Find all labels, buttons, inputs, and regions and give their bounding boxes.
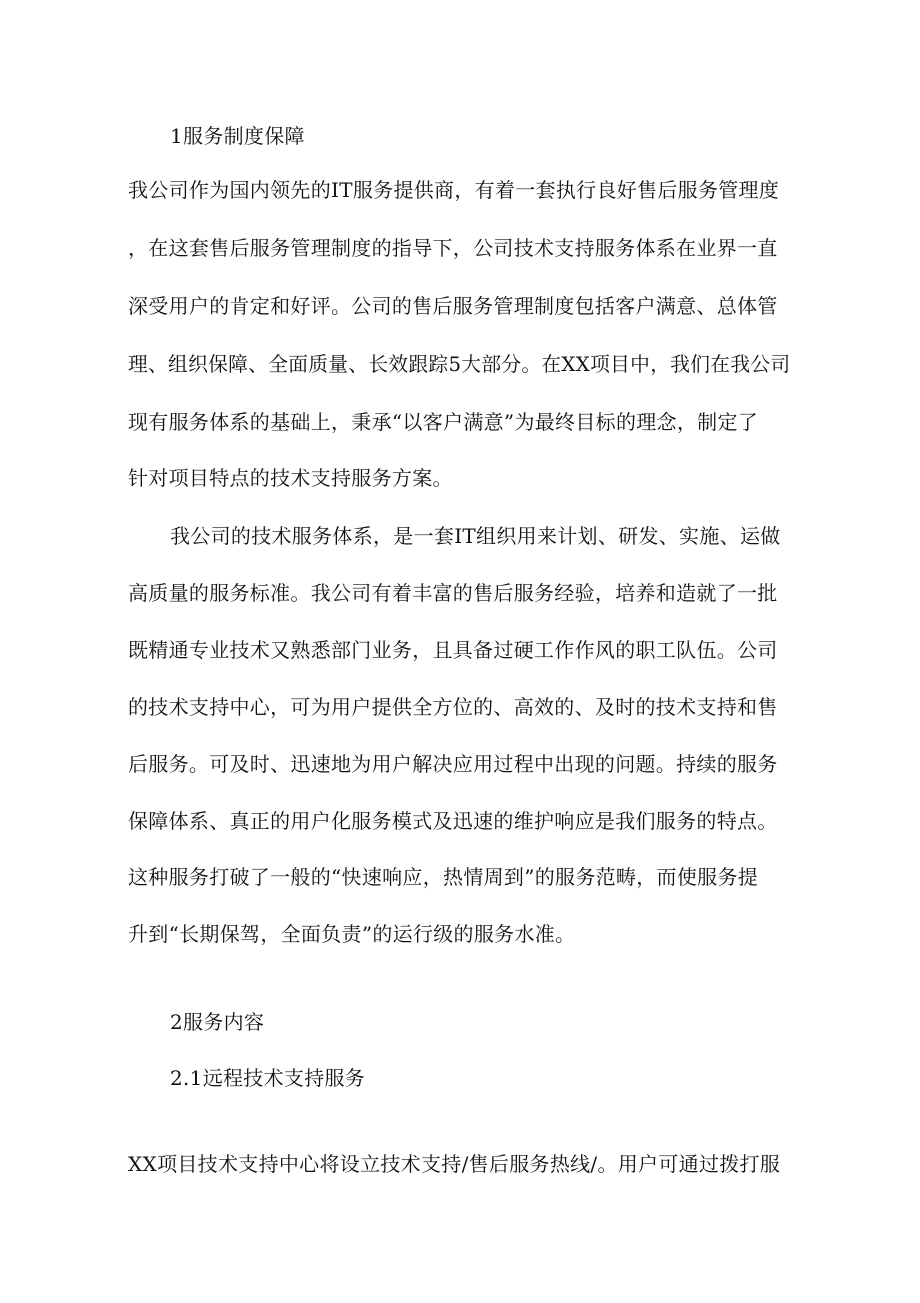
paragraph-1-line-6: 针对项目特点的技术支持服务方案。: [128, 466, 453, 490]
section-heading-2: 2服务内容: [170, 1010, 265, 1034]
section-heading-1: 1服务制度保障: [170, 124, 305, 148]
paragraph-2-line-3: 既精通专业技术又熟悉部门业务，且具备过硬工作作风的职工队伍。公司: [128, 638, 778, 662]
paragraph-1-line-3: 深受用户的肯定和好评。公司的售后服务管理制度包括客户满意、总体管: [128, 294, 778, 318]
paragraph-2-line-8: 升到“长期保驾，全面负责”的运行级的服务水准。: [128, 922, 576, 946]
paragraph-2-line-6: 保障体系、真正的用户化服务模式及迅速的维护响应是我们服务的特点。: [128, 809, 778, 833]
paragraph-2-line-5: 后服务。可及时、迅速地为用户解决应用过程中出现的问题。持续的服务: [128, 752, 778, 776]
paragraph-2-line-7: 这种服务打破了一般的“快速响应，热情周到”的服务范畴，而使服务提: [128, 865, 759, 889]
paragraph-2-line-2: 高质量的服务标准。我公司有着丰富的售后服务经验，培养和造就了一批: [128, 581, 778, 605]
paragraph-3-line-1: XX项目技术支持中心将设立技术支持/售后服务热线/。用户可通过拨打服: [128, 1152, 781, 1176]
subsection-heading-2-1: 2.1远程技术支持服务: [170, 1066, 366, 1090]
paragraph-1-line-4: 理、组织保障、全面质量、长效跟踪5大部分。在XX项目中，我们在我公司: [128, 352, 791, 376]
paragraph-1-line-5: 现有服务体系的基础上，秉承“以客户满意”为最终目标的理念，制定了: [128, 410, 759, 434]
paragraph-2-line-4: 的技术支持中心，可为用户提供全方位的、高效的、及时的技术支持和售: [128, 695, 778, 719]
paragraph-1-line-2: ，在这套售后服务管理制度的指导下，公司技术支持服务体系在业界一直: [128, 236, 778, 260]
paragraph-1-line-1: 我公司作为国内领先的IT服务提供商，有着一套执行良好售后服务管理度: [128, 178, 780, 202]
paragraph-2-line-1: 我公司的技术服务体系，是一套IT组织用来计划、研发、实施、运做: [170, 524, 781, 548]
